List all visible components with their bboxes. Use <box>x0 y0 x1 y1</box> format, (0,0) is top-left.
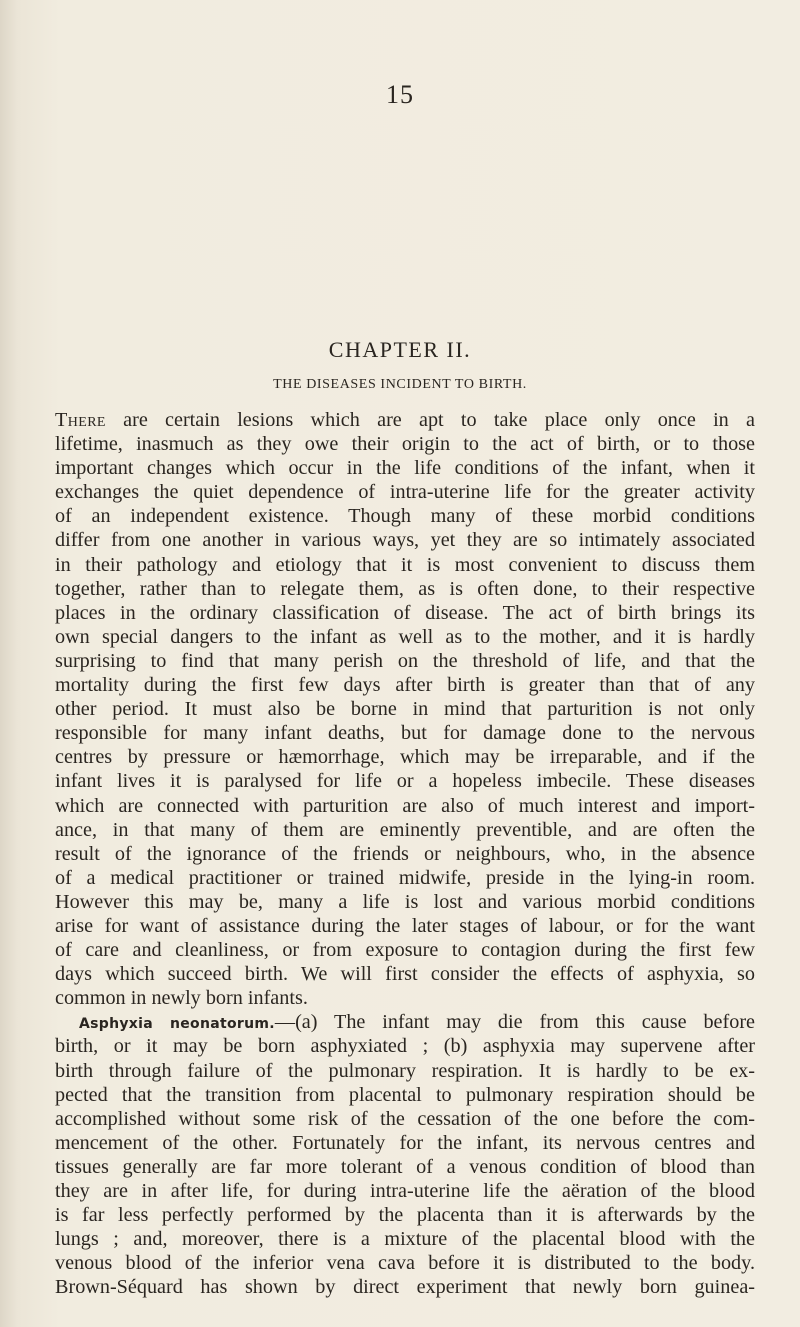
paragraph-line: Brown-Séquard has shown by direct experiment that newly born guinea- <box>55 1276 755 1299</box>
paragraph-line: together, rather than to relegate them, as is often done, to their respective <box>55 577 755 600</box>
paragraph-line <box>55 1010 755 1034</box>
paragraph-line: own special dangers to the infant as well as to the mother, and it is hardly <box>55 625 755 648</box>
paragraph-line: other period. It must also be borne in mind that parturition is not only <box>55 698 755 721</box>
line-text: are certain lesions which are apt to take place only once in a <box>105 409 755 431</box>
paragraph-asphyxia <box>55 1010 755 1299</box>
paragraph-line: centres by pressure or hæmorrhage, which may be irreparable, and if the <box>55 746 755 769</box>
paragraph-line: exchanges the quiet dependence of intra-uterine life for the greater activity <box>55 481 755 504</box>
paragraph-line: of care and cleanliness, or from exposure to contagion during the first few <box>55 939 755 962</box>
paragraph-line <box>55 408 755 432</box>
paragraph-introduction <box>55 408 755 1010</box>
chapter-subtitle: THE DISEASES INCIDENT TO BIRTH. <box>273 377 527 392</box>
paragraph-line: responsible for many infant deaths, but for damage done to the nervous <box>55 722 755 745</box>
paragraph-line: ance, in that many of them are eminently preventible, and are often the <box>55 818 755 841</box>
paragraph-line: common in newly born infants. <box>55 987 308 1010</box>
paragraph-line: mencement of the other. Fortunately for the infant, its nervous centres and <box>55 1131 755 1154</box>
paragraph-line: days which succeed birth. We will first consider the effects of asphyxia, so <box>55 963 755 986</box>
paragraph-line: result of the ignorance of the friends or neighbours, who, in the absence <box>55 842 755 865</box>
paragraph-line: surprising to find that many perish on the threshold of life, and that the <box>55 649 755 672</box>
paragraph-line: important changes which occur in the life conditions of the infant, when it <box>55 457 755 480</box>
paragraph-line: arise for want of assistance during the later stages of labour, or for the want <box>55 914 755 937</box>
opening-word: There <box>55 409 106 431</box>
line-text: —(a) The infant may die from this cause before <box>274 1011 755 1034</box>
paragraph-line: in their pathology and etiology that it is most convenient to discuss them <box>55 553 755 576</box>
paragraph-line: However this may be, many a life is lost and various morbid conditions <box>55 890 755 913</box>
paragraph-line: infant lives it is paralysed for life or a hopeless imbecile. These diseases <box>55 770 755 793</box>
paragraph-line: differ from one another in various ways, yet they are so intimately associated <box>55 529 755 552</box>
paragraph-line: birth, or it may be born asphyxiated ; (b) asphyxia may supervene after <box>55 1035 755 1058</box>
paragraph-line: which are connected with parturition are also of much interest and import- <box>55 794 755 817</box>
paragraph-line: mortality during the first few days after birth is greater than that of any <box>55 674 755 697</box>
chapter-title: CHAPTER II. <box>328 337 472 362</box>
paragraph-line: of an independent existence. Though many of these morbid conditions <box>55 505 755 528</box>
section-heading: Asphyxia neonatorum. <box>79 1016 275 1033</box>
paragraph-line: venous blood of the inferior vena cava before it is distributed to the body. <box>55 1252 755 1275</box>
body-text <box>55 408 755 1299</box>
paragraph-line: tissues generally are far more tolerant of a venous condition of blood than <box>55 1155 755 1178</box>
paragraph-line: lifetime, inasmuch as they owe their origin to the act of birth, or to those <box>55 433 755 456</box>
paragraph-line: places in the ordinary classification of disease. The act of birth brings its <box>55 601 755 624</box>
paragraph-line: pected that the transition from placental to pulmonary respiration should be <box>55 1083 755 1106</box>
paragraph-line: accomplished without some risk of the cessation of the one before the com- <box>55 1107 755 1130</box>
paragraph-line: they are in after life, for during intra-uterine life the aëration of the blood <box>55 1180 755 1202</box>
page-number: 15 <box>386 80 414 109</box>
paragraph-line: is far less perfectly performed by the placenta than it is afterwards by the <box>55 1204 755 1227</box>
paragraph-line: birth through failure of the pulmonary respiration. It is hardly to be ex- <box>55 1059 755 1082</box>
paragraph-line: of a medical practitioner or trained midwife, preside in the lying-in room. <box>55 866 755 889</box>
paragraph-line: lungs ; and, moreover, there is a mixture of the placental blood with the <box>55 1228 755 1251</box>
